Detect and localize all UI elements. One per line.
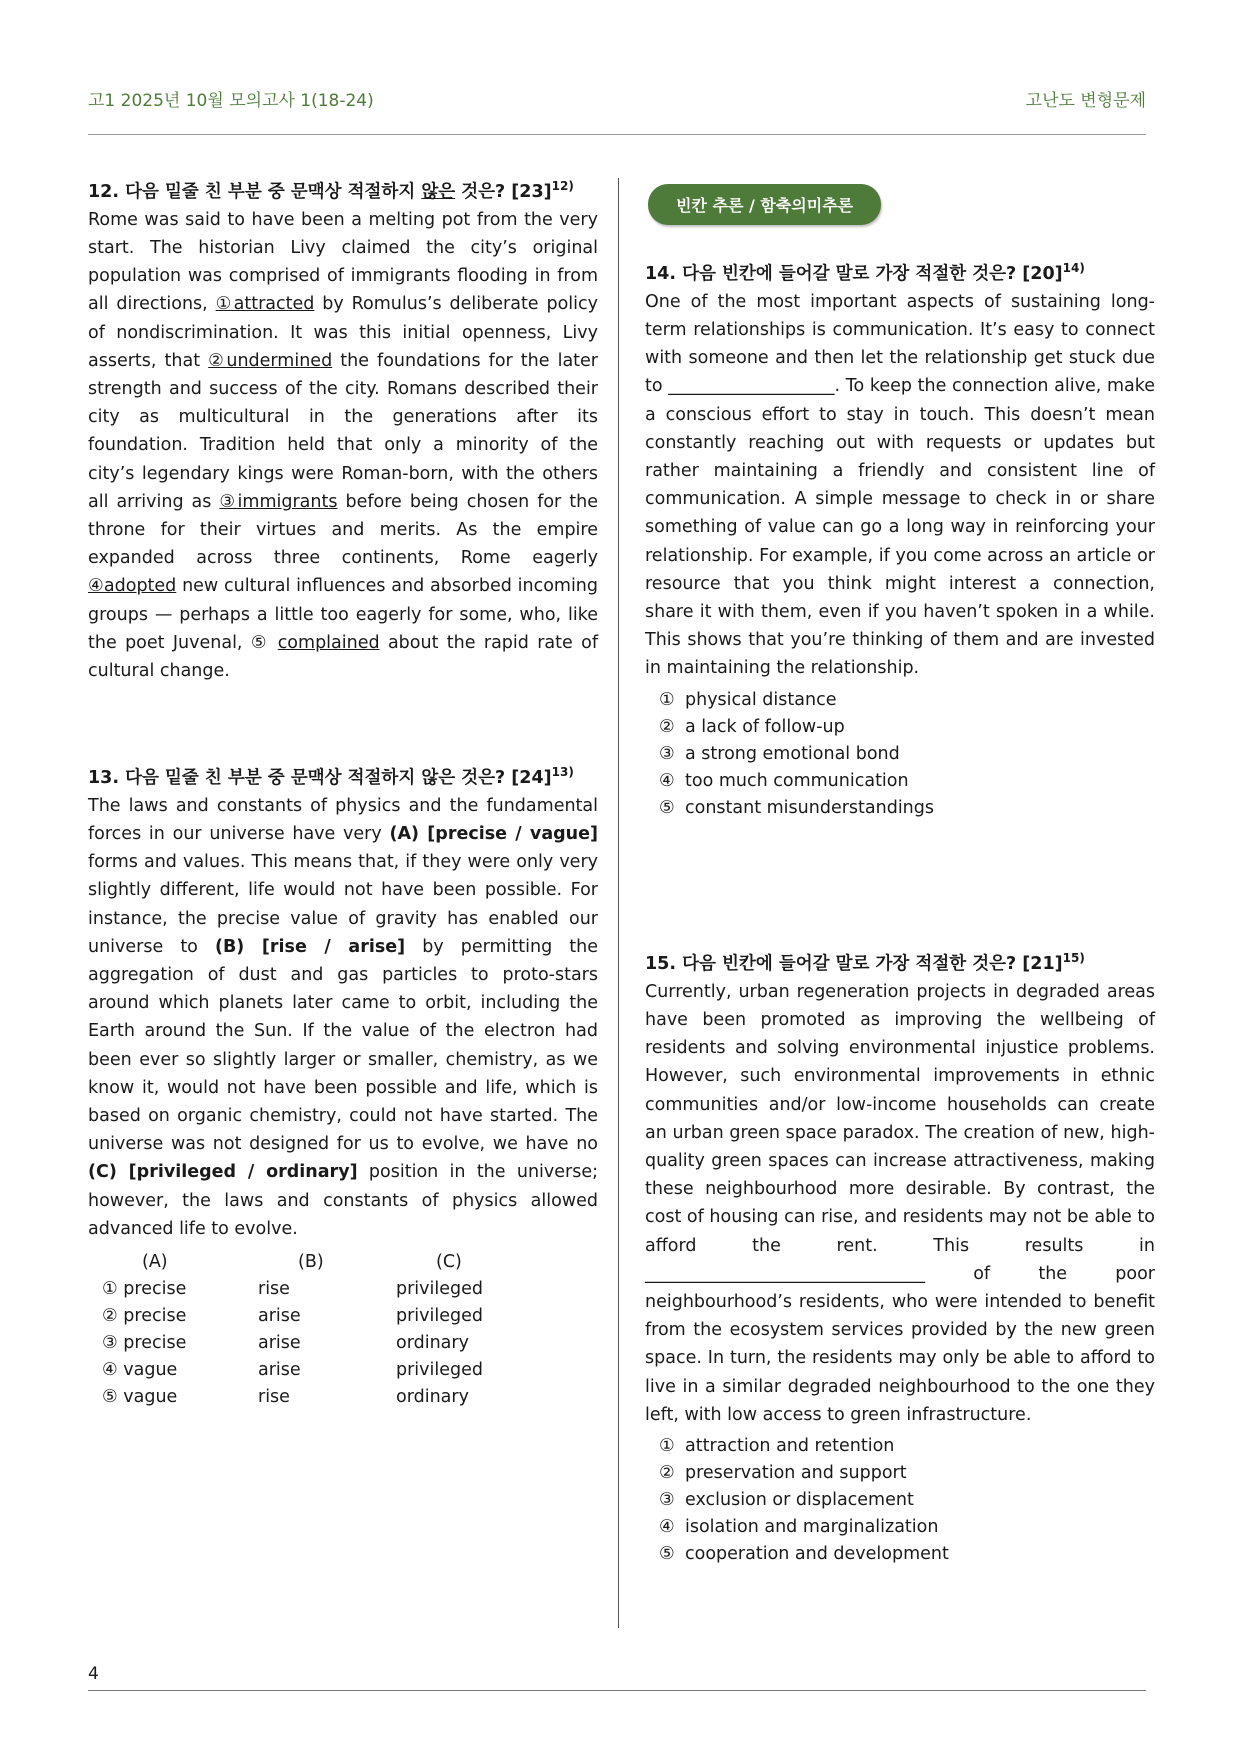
footnote-ref: 15) xyxy=(1062,951,1085,965)
footnote-ref: 12) xyxy=(551,179,574,193)
underlined-choice-4: ④adopted xyxy=(88,576,177,597)
answer-option[interactable]: ④ vague arise privileged xyxy=(102,1360,483,1381)
underlined-choice-2: ②undermined xyxy=(208,350,333,371)
question-14 xyxy=(645,254,1155,822)
answer-option[interactable]: ⑤ constant misunderstandings xyxy=(659,797,934,818)
answer-option[interactable]: ③ precise arise ordinary xyxy=(102,1333,469,1354)
question-12 xyxy=(88,172,598,685)
blank: ________________________________ xyxy=(645,1263,925,1284)
header-divider xyxy=(88,134,1146,135)
answer-table-header: (A) (B) (C) xyxy=(142,1252,462,1273)
column-divider xyxy=(618,178,619,1628)
answer-option[interactable]: ② preservation and support xyxy=(659,1463,907,1484)
answer-option[interactable]: ④ isolation and marginalization xyxy=(659,1517,939,1538)
question-15-options xyxy=(645,1433,1155,1568)
question-15-title: 15. 다음 빈칸에 들어갈 말로 가장 적절한 것은? $[21]^{15)}$ xyxy=(645,951,1085,974)
question-14-title: 14. 다음 빈칸에 들어갈 말로 가장 적절한 것은? $[20]^{14)}$ xyxy=(645,261,1085,284)
answer-choices-table xyxy=(88,1249,598,1411)
answer-option[interactable]: ③ exclusion or displacement xyxy=(659,1490,914,1511)
bracket-choice-b: (B) [rise / arise] xyxy=(214,936,406,957)
question-13-passage: The laws and constants of physics and the fundamental forces in our universe have very (A) [precise / vague] forms and values. This means that, if they were only very slightly different, life would not have been possible. For instance, the precise value of gravity has enabled our universe to (B) [rise / arise] by permitting the aggregation of dust and gas particles to proto‐stars around which planets later came to orbit, including the Earth around the Sun. If the value of the electron had been ever so slightly larger or smaller, chemistry, as we know it, would not have been possible and life, which is based on organic chemistry, could not have started. The universe was not designed for us to evolve, we have no (C) [privileged / ordinary] position in the universe; however, the laws and constants of physics allowed advanced life to evolve. xyxy=(88,795,599,1239)
footer-divider xyxy=(88,1690,1146,1691)
section-badge: 빈칸 추론 / 함축의미추론 xyxy=(648,184,881,225)
question-12-passage: Rome was said to have been a melting pot from the very start. The historian Livy claimed the city’s original population was comprised of immigrants flooding in from all directions, ①attracted by Romulus’s deliberate policy of nondiscrimination. It was this initial openness, Livy asserts, that ②undermined the foundations for the later strength and success of the city. Romans described their city as multicultural in the generations after its foundation. Tradition held that only a minority of the city’s legendary kings were Roman‐born, with the others all arriving as ③immigrants before being chosen for the throne for their virtues and merits. As the empire expanded across three continents, Rome eagerly ④adopted new cultural influences and absorbed incoming groups — perhaps a little too eagerly for some, who, like the poet Juvenal, ⑤ complained about the rapid rate of cultural change. xyxy=(88,209,599,682)
question-15 xyxy=(645,944,1155,1568)
underlined-choice-5: complained xyxy=(277,632,380,653)
underlined-choice-3: ③immigrants xyxy=(219,491,338,512)
exam-title: 고1 2025년 10월 모의고사 1(18-24) xyxy=(88,91,374,111)
blank: ___________________ xyxy=(668,376,835,397)
section-title: 고난도 변형문제 xyxy=(1025,91,1146,111)
question-15-passage: Currently, urban regeneration projects in degraded areas have been promoted as improving the wellbeing of residents and solving environmental injustice problems. However, such environmental improvements in ethnic communities and/or low‐income households can create an urban green space paradox. The creation of new, high‐quality green spaces can increase attractiveness, making these neighbourhood more desirable. By contrast, the cost of housing can rise, and residents may not be able to afford the rent. This results in ________________________________ of the poor neighbourhood’s residents, who were intended to benefit from the ecosystem services provided by the new green space. In turn, the residents may only be able to afford to live in a similar degraded neighbourhood to the one they left, with low access to green infrastructure. xyxy=(645,981,1155,1425)
footnote-ref: 13) xyxy=(551,765,574,779)
answer-option[interactable]: ② precise arise privileged xyxy=(102,1306,483,1327)
page-header xyxy=(88,86,1146,112)
answer-option[interactable]: ④ too much communication xyxy=(659,770,909,791)
answer-option[interactable]: ① precise rise privileged xyxy=(102,1279,483,1300)
question-12-title: 12. 다음 밑줄 친 부분 중 문맥상 적절하지 않은 것은? $[23]^{12)}$ xyxy=(88,179,574,202)
bracket-choice-a: (A) [precise / vague] xyxy=(389,824,598,845)
answer-option[interactable]: ② a lack of follow-up xyxy=(659,716,845,737)
question-14-passage: One of the most important aspects of sustaining long‐term relationships is communication. It’s easy to connect with someone and then let the relationship get stuck due to ___________________. To keep the connection alive, make a conscious effort to stay in touch. This doesn’t mean constantly reaching out with requests or updates but rather maintaining a friendly and consistent line of communication. A simple message to check in or share something of value can go a long way in reinforcing your relationship. For example, if you come across an article or resource that you think might interest a connection, share it with them, even if you haven’t spoken in a while. This shows that you’re thinking of them and are invested in maintaining the relationship. xyxy=(645,291,1155,679)
answer-option[interactable]: ⑤ cooperation and development xyxy=(659,1544,949,1565)
question-13-title: 13. 다음 밑줄 친 부분 중 문맥상 적절하지 않은 것은? $[24]^{13)}$ xyxy=(88,765,574,788)
question-13 xyxy=(88,758,598,1411)
bracket-choice-c: (C) [privileged / ordinary] xyxy=(88,1162,358,1183)
answer-option[interactable]: ① attraction and retention xyxy=(659,1436,895,1457)
answer-option[interactable]: ③ a strong emotional bond xyxy=(659,743,900,764)
page-number: 4 xyxy=(88,1664,99,1684)
underlined-choice-1: ①attracted xyxy=(215,294,315,315)
answer-option[interactable]: ① physical distance xyxy=(659,689,837,710)
section-badge-wrap xyxy=(648,184,1158,225)
answer-option[interactable]: ⑤ vague rise ordinary xyxy=(102,1387,469,1408)
footnote-ref: 14) xyxy=(1062,261,1085,275)
question-14-options xyxy=(645,687,1155,822)
